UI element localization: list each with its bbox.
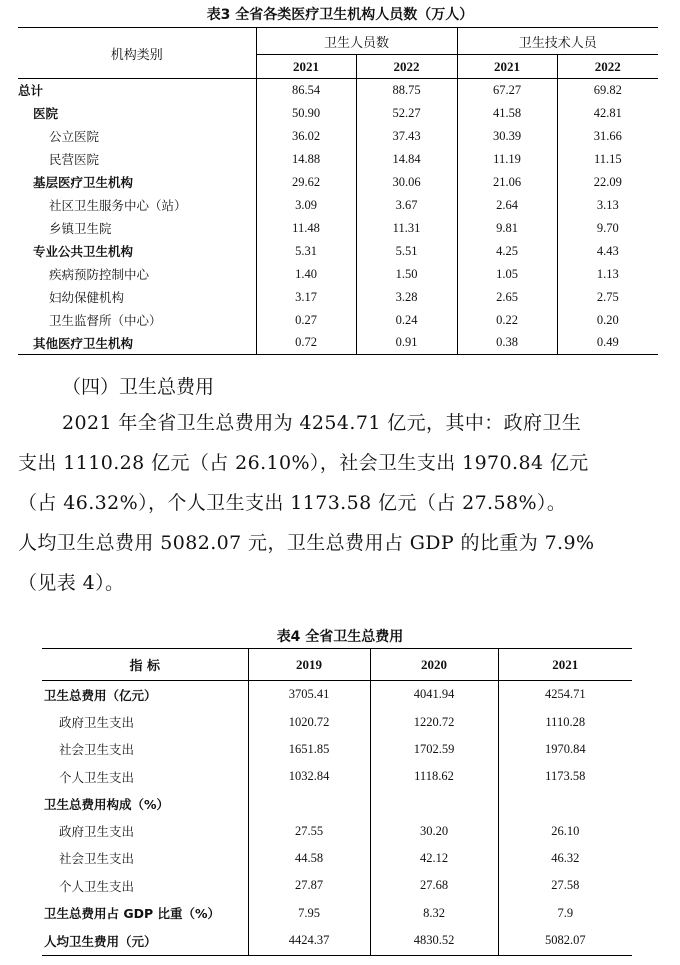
table3-row-label: 公立医院 <box>18 125 256 148</box>
table4-row-label: 卫生总费用构成（%） <box>42 791 248 818</box>
table4-row-label: 人均卫生费用（元） <box>42 927 248 956</box>
table4-row-label: 卫生总费用（亿元） <box>42 681 248 709</box>
table4-caption: 表4 全省卫生总费用 <box>276 629 404 645</box>
table4-row <box>42 736 632 763</box>
table3 <box>18 27 658 355</box>
table3-row <box>18 286 658 309</box>
table4-cell <box>370 791 498 818</box>
table3-row-label: 专业公共卫生机构 <box>18 240 256 263</box>
table3-cell: 30.39 <box>457 125 557 148</box>
table3-col-category: 机构类别 <box>18 28 256 79</box>
table3-row-label: 乡镇卫生院 <box>18 217 256 240</box>
table3-cell: 3.13 <box>596 197 619 212</box>
table3-cell: 69.82 <box>593 82 622 97</box>
table4-row-label: 个人卫生支出 <box>42 872 248 900</box>
table3-cell: 1.13 <box>596 266 619 281</box>
table4-cell: 42.12 <box>370 845 498 872</box>
table3-cell: 0.38 <box>457 332 557 355</box>
table3-year: 2021 <box>457 55 557 79</box>
paragraph-line: 支出 1110.28 亿元（占 26.10%），社会卫生支出 1970.84 亿元 <box>18 452 589 474</box>
table3-cell: 2.65 <box>457 286 557 309</box>
paragraph-line: （占 46.32%），个人卫生支出 1173.58 亿元（占 27.58%）。 <box>18 492 567 514</box>
table3-row <box>18 240 658 263</box>
table4-cell <box>498 791 632 818</box>
table3-row-label: 其他医疗卫生机构 <box>18 332 256 355</box>
table3-cell: 0.49 <box>596 335 619 350</box>
table3-cell: 4.25 <box>457 240 557 263</box>
table3-cell: 31.66 <box>593 128 622 143</box>
table3-cell: 14.88 <box>256 148 356 171</box>
table3-cell: 3.17 <box>256 286 356 309</box>
table3-group-staff: 卫生人员数 <box>256 28 457 55</box>
table3-row <box>18 102 658 125</box>
table3-cell: 67.27 <box>457 79 557 102</box>
table4-cell: 1970.84 <box>544 741 586 756</box>
table4-row <box>42 709 632 736</box>
table3-cell: 22.09 <box>593 174 622 189</box>
table3-cell: 5.31 <box>256 240 356 263</box>
table4-cell: 1020.72 <box>248 709 370 736</box>
table4-cell: 4424.37 <box>248 927 370 956</box>
table3-row <box>18 217 658 240</box>
table3-cell: 41.58 <box>457 102 557 125</box>
section-heading: （四）卫生总费用 <box>62 376 215 398</box>
table3-cell: 0.20 <box>596 312 619 327</box>
table3-cell: 14.84 <box>356 148 457 171</box>
table4-row <box>42 763 632 791</box>
table3-row-label: 总计 <box>18 79 256 102</box>
table4-row <box>42 927 632 956</box>
table3-row <box>18 194 658 217</box>
table3-cell: 9.70 <box>596 220 619 235</box>
table3-cell: 0.27 <box>256 309 356 332</box>
table3-row <box>18 148 658 171</box>
table3-row <box>18 79 658 102</box>
table4-cell: 3705.41 <box>248 681 370 709</box>
table3-cell: 88.75 <box>356 79 457 102</box>
table3-cell: 29.62 <box>256 171 356 194</box>
table3-cell: 1.05 <box>457 263 557 286</box>
table4-cell: 1173.58 <box>545 769 586 783</box>
table3-cell: 0.72 <box>256 332 356 355</box>
table3-row <box>18 125 658 148</box>
table3-row <box>18 309 658 332</box>
table4-cell: 27.87 <box>248 872 370 900</box>
table4-row-label: 政府卫生支出 <box>42 709 248 736</box>
table4-cell: 1118.62 <box>370 763 498 791</box>
table3-year: 2022 <box>557 55 658 79</box>
table3-cell: 50.90 <box>256 102 356 125</box>
table4-row <box>42 872 632 900</box>
paragraph-line: （见表 4）。 <box>18 572 125 594</box>
table4-cell: 8.32 <box>370 900 498 927</box>
table4-cell: 44.58 <box>248 845 370 872</box>
table4-cell: 7.95 <box>248 900 370 927</box>
table4-cell: 4041.94 <box>370 681 498 709</box>
table4-cell: 5082.07 <box>544 933 586 948</box>
table3-cell: 21.06 <box>457 171 557 194</box>
table3-cell: 3.28 <box>356 286 457 309</box>
table3-group-tech: 卫生技术人员 <box>457 28 658 55</box>
table3-cell: 30.06 <box>356 171 457 194</box>
table4-row <box>42 900 632 927</box>
table4-row <box>42 845 632 872</box>
table3-cell: 1.40 <box>256 263 356 286</box>
table3-cell: 3.09 <box>256 194 356 217</box>
table4-cell: 30.20 <box>370 818 498 845</box>
table3-year: 2021 <box>256 55 356 79</box>
table3-row-label: 民营医院 <box>18 148 256 171</box>
table3-row-label: 基层医疗卫生机构 <box>18 171 256 194</box>
table4-cell: 4254.71 <box>544 687 586 702</box>
table3-cell: 3.67 <box>356 194 457 217</box>
table4-row <box>42 791 632 818</box>
table3-cell: 11.31 <box>356 217 457 240</box>
table4-col-indicator: 指 标 <box>42 649 248 681</box>
table3-cell: 42.81 <box>593 105 622 120</box>
table3-row-label: 妇幼保健机构 <box>18 286 256 309</box>
table4-cell: 27.58 <box>551 878 580 892</box>
section-paragraph <box>18 403 668 603</box>
table4-row-label: 卫生总费用占 GDP 比重（%） <box>42 900 248 927</box>
table3-year: 2022 <box>356 55 457 79</box>
table4-row-label: 社会卫生支出 <box>42 845 248 872</box>
table4-cell: 1702.59 <box>370 736 498 763</box>
table3-cell: 37.43 <box>356 125 457 148</box>
table3-cell: 1.50 <box>356 263 457 286</box>
table3-row <box>18 332 658 355</box>
table4-year: 2021 <box>498 649 632 681</box>
table4-cell: 7.9 <box>557 905 574 920</box>
table4-row <box>42 818 632 845</box>
table4-cell: 1651.85 <box>248 736 370 763</box>
table3-cell: 2.64 <box>457 194 557 217</box>
table4-cell: 4830.52 <box>370 927 498 956</box>
paragraph-line: 2021 年全省卫生总费用为 4254.71 亿元，其中：政府卫生 <box>62 412 582 434</box>
table4-cell: 1032.84 <box>248 763 370 791</box>
table4-cell: 26.10 <box>551 823 580 838</box>
table4-cell <box>248 791 370 818</box>
table4-cell: 1110.28 <box>545 714 586 729</box>
table4-cell: 46.32 <box>551 850 580 865</box>
table3-cell: 9.81 <box>457 217 557 240</box>
table3-row-label: 疾病预防控制中心 <box>18 263 256 286</box>
table3-cell: 4.43 <box>596 243 619 258</box>
table4-row-label: 政府卫生支出 <box>42 818 248 845</box>
paragraph-line: 人均卫生总费用 5082.07 元，卫生总费用占 GDP 的比重为 7.9% <box>18 532 595 554</box>
table4-row-label: 社会卫生支出 <box>42 736 248 763</box>
table4-cell: 27.55 <box>248 818 370 845</box>
table3-cell: 11.19 <box>457 148 557 171</box>
table3-cell: 0.91 <box>356 332 457 355</box>
table3-cell: 2.75 <box>596 289 619 304</box>
table4-row <box>42 681 632 709</box>
table3-row <box>18 263 658 286</box>
table4 <box>42 648 632 956</box>
table3-cell: 5.51 <box>356 240 457 263</box>
table4-year: 2019 <box>248 649 370 681</box>
table4-cell: 27.68 <box>370 872 498 900</box>
table3-cell: 0.22 <box>457 309 557 332</box>
table3-cell: 11.48 <box>256 217 356 240</box>
table4-row-label: 个人卫生支出 <box>42 763 248 791</box>
table3-cell: 0.24 <box>356 309 457 332</box>
table3-cell: 52.27 <box>356 102 457 125</box>
table4-year: 2020 <box>370 649 498 681</box>
table3-cell: 11.15 <box>593 151 622 166</box>
table3-cell: 36.02 <box>256 125 356 148</box>
table4-cell: 1220.72 <box>370 709 498 736</box>
table3-row <box>18 171 658 194</box>
table3-row-label: 卫生监督所（中心） <box>18 309 256 332</box>
table3-caption: 表3 全省各类医疗卫生机构人员数（万人） <box>206 7 474 23</box>
table3-row-label: 社区卫生服务中心（站） <box>18 194 256 217</box>
table3-row-label: 医院 <box>18 102 256 125</box>
table3-cell: 86.54 <box>256 79 356 102</box>
